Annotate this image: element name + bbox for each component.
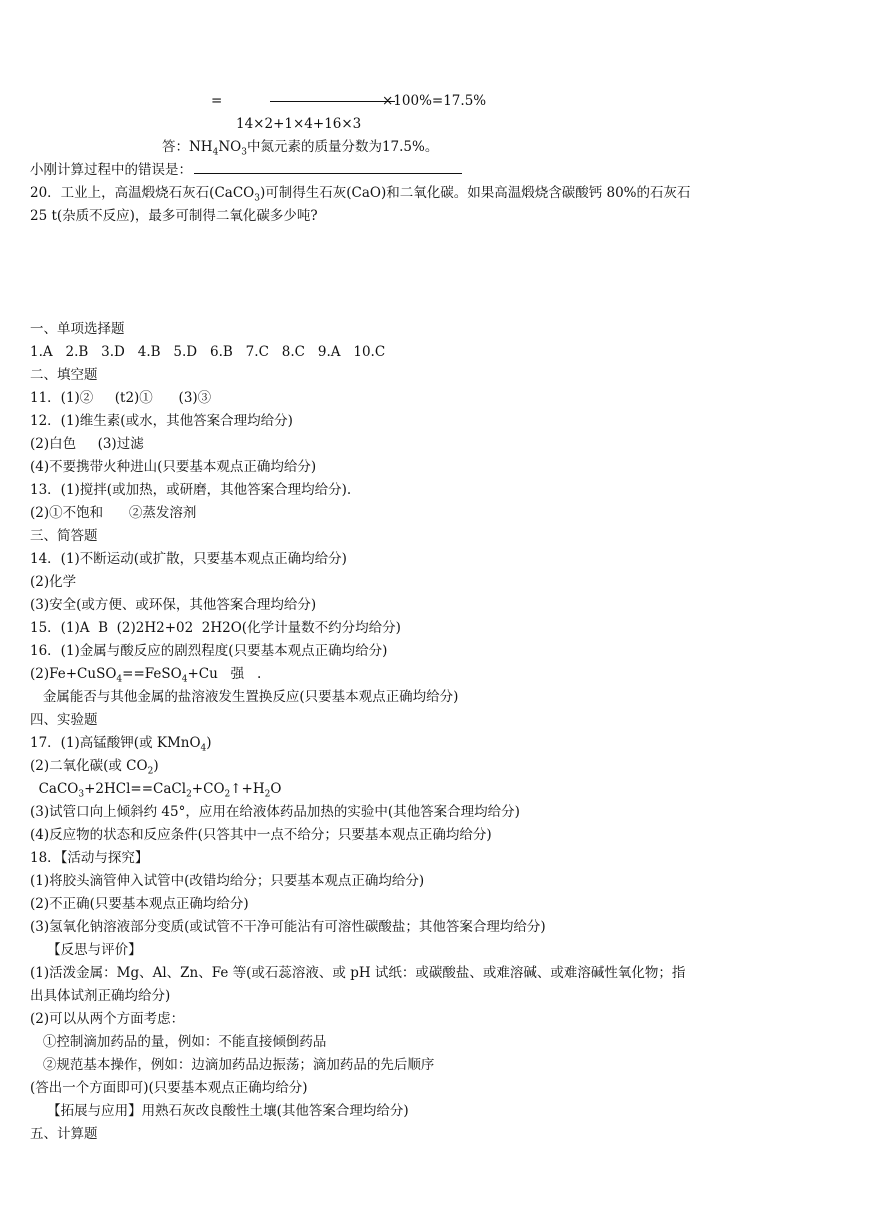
answer-18-heading: 18．【活动与探究】 — [30, 850, 149, 866]
answer-13-1: 13．(1)搅拌(或加热，或研磨，其他答案合理均给分). — [30, 482, 352, 498]
section-heading: 一、单项选择题 — [30, 321, 125, 337]
answer-blank[interactable] — [194, 161, 462, 174]
answer-18-reflect-5: (答出一个方面即可)(只要基本观点正确均给分) — [30, 1080, 308, 1096]
question-20-line-2: 25 t(杂质不反应)，最多可制得二氧化碳多少吨? — [30, 208, 318, 224]
error-question: 小刚计算过程中的错误是： — [30, 161, 462, 179]
answer-14-2: (2)化学 — [30, 574, 77, 590]
fraction-denominator: 14×2+1×4+16×3 — [236, 116, 362, 132]
answer-18-1: (1)将胶头滴管伸入试管中(改错均给分；只要基本观点正确均给分) — [30, 873, 425, 889]
answer-17-equation: $CaCO_3+2HCl==CaCl_2+CO_2↑+H_2O$ — [30, 781, 282, 800]
answer-line: 答：$NH_4NO_3$中氮元素的质量分数为17.5%。 — [162, 139, 439, 158]
answer-13-2: (2)①不饱和 ②蒸发溶剂 — [30, 505, 197, 521]
answer-18-reflect-1: (1)活泼金属：Mg、Al、Zn、Fe 等(或石蕊溶液、或 pH 试纸：或碳酸盐、或难溶碱、或难溶碱性氧化物；指 — [30, 965, 686, 981]
answer-17-1: 17．(1)高锰酸钾(或 KMnO$_4$) — [30, 735, 212, 754]
answer-18-reflect-1b: 出具体试剂正确均给分) — [30, 988, 171, 1004]
answer-12-1: 12．(1)维生素(或水，其他答案合理均给分) — [30, 413, 293, 429]
question-20-line-1: 20．工业上，高温煅烧石灰石(CaCO$_3$)可制得生石灰(CaO)和二氧化碳。如果高温煅烧含碳酸钙 80%的石灰石 — [30, 185, 691, 204]
answer-16-1: 16．(1)金属与酸反应的剧烈程度(只要基本观点正确均给分) — [30, 643, 388, 659]
fraction-line — [270, 101, 395, 102]
answer-18-reflect-heading: 【反思与评价】 — [30, 942, 142, 958]
answer-18-extend: 【拓展与应用】用熟石灰改良酸性土壤(其他答案合理均给分) — [30, 1103, 409, 1119]
answer-18-reflect-4: ②规范基本操作，例如：边滴加药品边振荡；滴加药品的先后顺序 — [30, 1057, 435, 1073]
answer-18-3: (3)氢氧化钠溶液部分变质(或试管不干净可能沾有可溶性碳酸盐；其他答案合理均给分) — [30, 919, 546, 935]
answer-18-reflect-3: ①控制滴加药品的量，例如：不能直接倾倒药品 — [30, 1034, 327, 1050]
section-heading: 三、简答题 — [30, 528, 98, 544]
percent-result: ×100%=17.5% — [382, 93, 487, 109]
answer-16-3: 金属能否与其他金属的盐溶液发生置换反应(只要基本观点正确均给分) — [30, 689, 459, 705]
answer-15: 15．(1)A B (2)2H2+02 2H2O(化学计量数不约分均给分) — [30, 620, 401, 636]
equals-sign: = — [211, 93, 223, 109]
answer-17-2: (2)二氧化碳(或 $CO_2$) — [30, 758, 159, 777]
answer-14-1: 14．(1)不断运动(或扩散，只要基本观点正确均给分) — [30, 551, 347, 567]
answer-18-2: (2)不正确(只要基本观点正确均给分) — [30, 896, 249, 912]
answer-18-reflect-2: (2)可以从两个方面考虑： — [30, 1011, 185, 1027]
section-heading: 五、计算题 — [30, 1126, 98, 1142]
answer-17-3: (3)试管口向上倾斜约 45°，应用在给液体药品加热的实验中(其他答案合理均给分) — [30, 804, 520, 820]
section-heading: 四、实验题 — [30, 712, 98, 728]
answer-16-2: (2)Fe+CuSO$_4$==FeSO$_4$+Cu 强 . — [30, 666, 262, 685]
answer-17-4: (4)反应物的状态和反应条件(只答其中一点不给分；只要基本观点正确均给分) — [30, 827, 492, 843]
answer-11: 11．(1)② (t2)① (3)③ — [30, 390, 212, 406]
mc-answers: 1.A 2.B 3.D 4.B 5.D 6.B 7.C 8.C 9.A 10.C — [30, 344, 386, 360]
answer-14-3: (3)安全(或方便、或环保，其他答案合理均给分) — [30, 597, 317, 613]
answer-12-3: (4)不要携带火种进山(只要基本观点正确均给分) — [30, 459, 317, 475]
section-heading: 二、填空题 — [30, 367, 98, 383]
answer-12-2: (2)白色 (3)过滤 — [30, 436, 144, 452]
